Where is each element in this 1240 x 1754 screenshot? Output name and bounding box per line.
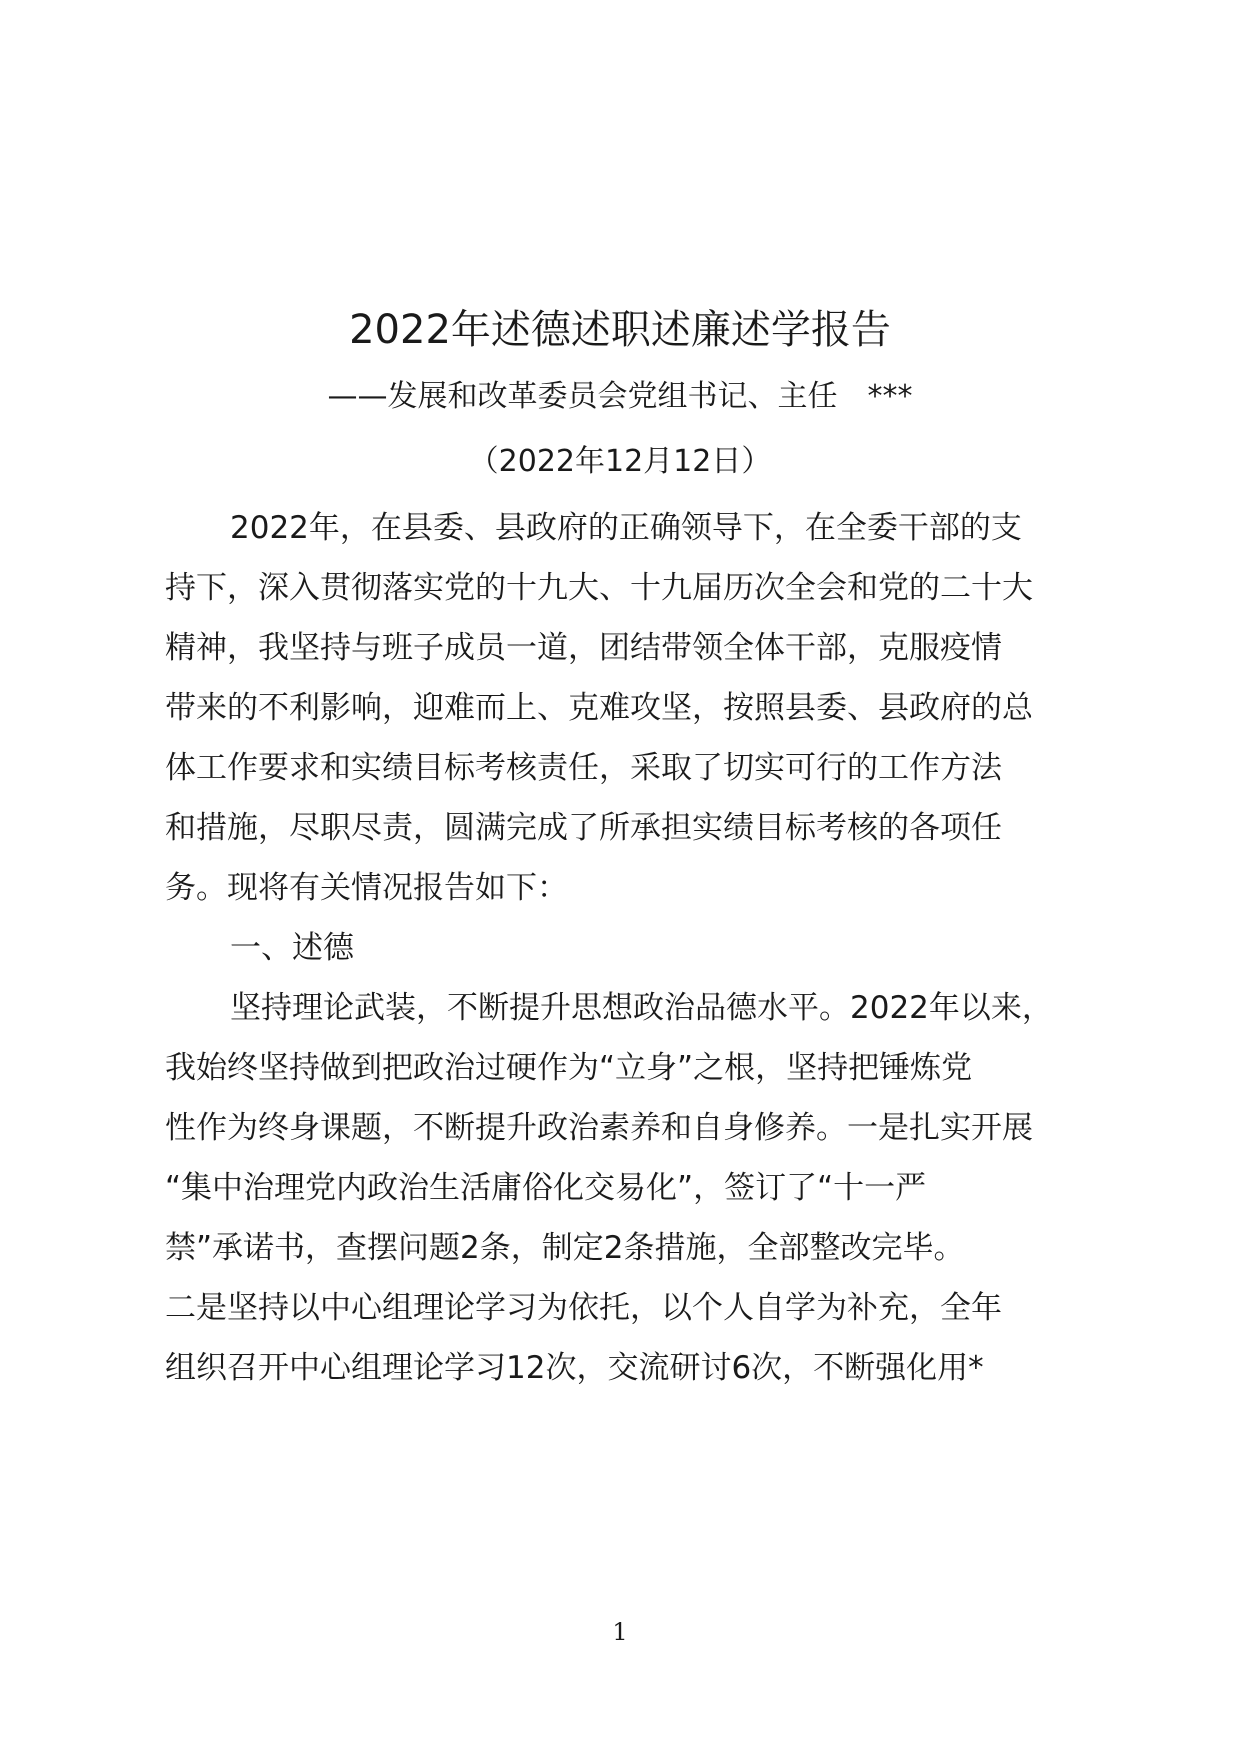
body-line: 性作为终身课题，不断提升政治素养和自身修养。一是扎实开展 [165,1110,1033,1146]
body-line: 组织召开中心组理论学习12次，交流研讨6次，不断强化用* [165,1350,984,1386]
body-line: 体工作要求和实绩目标考核责任，采取了切实可行的工作方法 [165,750,1002,786]
page-number: 1 [612,1618,628,1646]
body-line: 禁”承诺书，查摆问题2条，制定2条措施，全部整改完毕。 [165,1230,965,1266]
body-line: 二是坚持以中心组理论学习为依托，以个人自学为补充，全年 [165,1290,1002,1326]
section-heading: 一、述德 [230,930,354,966]
document-title: 2022年述德述职述廉述学报告 [349,307,891,353]
body-line: 精神，我坚持与班子成员一道，团结带领全体干部，克服疫情 [165,630,1002,666]
document-subtitle: ——发展和改革委员会党组书记、主任 *** [327,379,913,414]
body-line: 我始终坚持做到把政治过硬作为“立身”之根，坚持把锤炼党 [165,1050,973,1086]
body-line: “集中治理党内政治生活庸俗化交易化”，签订了“十一严 [165,1170,927,1206]
body-line: 2022年，在县委、县政府的正确领导下，在全委干部的支 [230,510,1022,546]
body-line: 带来的不利影响，迎难而上、克难攻坚，按照县委、县政府的总 [165,690,1033,726]
body-line: 坚持理论武装，不断提升思想政治品德水平。2022年以来， [230,990,1053,1026]
body-line: 和措施，尽职尽责，圆满完成了所承担实绩目标考核的各项任 [165,810,1002,846]
body-line: 持下，深入贯彻落实党的十九大、十九届历次全会和党的二十大 [165,570,1033,606]
document-date: （2022年12月12日） [468,444,772,479]
body-line: 务。现将有关情况报告如下： [165,870,568,906]
